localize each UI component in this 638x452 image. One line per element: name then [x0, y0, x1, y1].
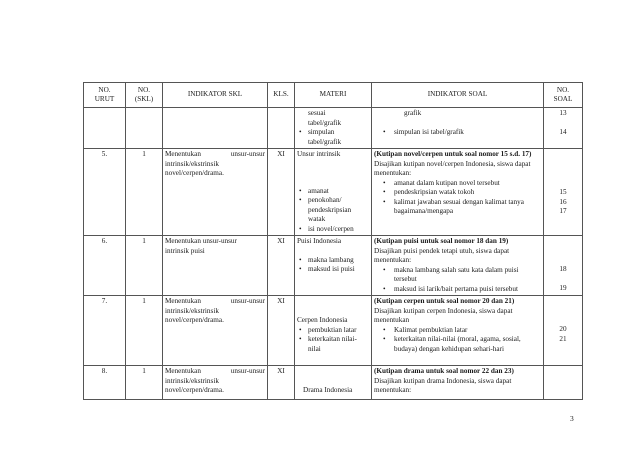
header-materi: MATERI [295, 83, 372, 108]
header-indikator-skl: INDIKATOR SKL [163, 83, 268, 108]
table-row: 5. 1 Menentukan unsur-unsur intrinsik/ekstrinsik novel/cerpen/drama. XI Unsur intrinsik • amanat • penokohan/ pendeskripsian watak • isi novel/cerpen (Kutipan novel/cerpen untuk soal nomor 15 s.d. 17) Disajikan kutipan novel/cerpen Indonesia, siswa dapat menentukan: • amanat dalam kutipan novel tersebut • pendeskripsian watak tokoh • kalimat jawaban sesuai dengan kalimat tanya bagaimana/mengapa 15 16 17 [84, 149, 583, 236]
materi-cell: Cerpen Indonesia • pembuktian latar • keterkaitan nilai-nilai [295, 296, 372, 366]
materi-cell: Unsur intrinsik • amanat • penokohan/ pendeskripsian watak • isi novel/cerpen [295, 149, 372, 236]
header-no-soal: NO. SOAL [544, 83, 583, 108]
no-soal-cell: 18 19 [544, 236, 583, 296]
list-item: • pembuktian latar [305, 326, 369, 336]
indikator-soal-cell: (Kutipan drama untuk soal nomor 22 dan 23) Disajikan kutipan drama Indonesia, siswa dapat menentukan: [372, 366, 544, 400]
header-no-skl: NO. (SKL) [126, 83, 163, 108]
indikator-skl-cell: Menentukan unsur-unsur intrinsik/ekstrinsik novel/cerpen/drama. [163, 149, 268, 236]
list-item: • keterkaitan nilai-nilai [305, 335, 369, 354]
no-soal-cell: 20 21 [544, 296, 583, 366]
indikator-skl-cell: Menentukan unsur-unsur intrinsik/ekstrinsik novel/cerpen/drama. [163, 366, 268, 400]
page-number: 3 [570, 414, 574, 423]
table-row [84, 108, 583, 149]
indikator-skl-cell: Menentukan unsur-unsur intrinsik puisi [163, 236, 268, 296]
header-no-urut: NO. URUT [84, 83, 126, 108]
indikator-soal-cell: (Kutipan puisi untuk soal nomor 18 dan 19) Disajikan puisi pendek tetapi utuh, siswa dapat menentukan: • makna lambang salah satu kata dalam puisi tersebut • maksud isi larik/bait pertama puisi tersebut [372, 236, 544, 296]
indikator-soal-cell: grafik • simpulan isi tabel/grafik [372, 108, 544, 149]
no-soal-cell: 15 16 17 [544, 149, 583, 236]
list-item: • keterkaitan nilai-nilai (moral, agama, sosial, budaya) dengan kehidupan sehari-hari [390, 335, 541, 354]
indikator-soal-cell: (Kutipan novel/cerpen untuk soal nomor 15 s.d. 17) Disajikan kutipan novel/cerpen Indonesia, siswa dapat menentukan: • amanat dalam kutipan novel tersebut • pendeskripsian watak tokoh • kalimat jawaban sesuai dengan kalimat tanya bagaimana/mengapa [372, 149, 544, 236]
list-item: • simpulan isi tabel/grafik [390, 128, 541, 138]
indikator-soal-cell: (Kutipan cerpen untuk soal nomor 20 dan 21) Disajikan kutipan cerpen Indonesia, siswa dapat menentukan • Kalimat pembuktian latar • keterkaitan nilai-nilai (moral, agama, sosial, budaya) dengan kehidupan sehari-hari [372, 296, 544, 366]
list-item: • maksud isi puisi [305, 265, 369, 275]
table-row: 8. 1 Menentukan unsur-unsur intrinsik/ekstrinsik novel/cerpen/drama. XI Drama Indonesia (Kutipan drama untuk soal nomor 22 dan 23) Disajikan kutipan drama Indonesia, siswa dapat menentukan: [84, 366, 583, 400]
table-row: 7. 1 Menentukan unsur-unsur intrinsik/ekstrinsik novel/cerpen/drama. XI Cerpen Indonesia • pembuktian latar • keterkaitan nilai-nilai (Kutipan cerpen untuk soal nomor 20 dan 21) Disajikan kutipan cerpen Indonesia, siswa dapat menentukan • Kalimat pembuktian latar • keterkaitan nilai-nilai (moral, agama, sosial, budaya) dengan kehidupan sehari-hari 20 21 [84, 296, 583, 366]
materi-cell: Drama Indonesia [295, 366, 372, 400]
no-soal-cell: 13 14 [544, 108, 583, 149]
header-row [84, 83, 583, 108]
list-item: • maksud isi larik/bait pertama puisi tersebut [390, 285, 541, 295]
list-item: • amanat dalam kutipan novel tersebut [390, 179, 541, 189]
list-item: • isi novel/cerpen [305, 225, 369, 235]
header-indikator-soal: INDIKATOR SOAL [372, 83, 544, 108]
list-item: • kalimat jawaban sesuai dengan kalimat tanya bagaimana/mengapa [390, 198, 541, 217]
indikator-skl-cell: Menentukan unsur-unsur intrinsik/ekstrinsik novel/cerpen/drama. [163, 296, 268, 366]
list-item: • Kalimat pembuktian latar [390, 326, 541, 336]
list-item: • makna lambang [305, 256, 369, 266]
table-row: 6. 1 Menentukan unsur-unsur intrinsik puisi XI Puisi Indonesia • makna lambang • maksud isi puisi (Kutipan puisi untuk soal nomor 18 dan 19) Disajikan puisi pendek tetapi utuh, siswa dapat menentukan: • makna lambang salah satu kata dalam puisi tersebut • maksud isi larik/bait pertama puisi tersebut 18 19 [84, 236, 583, 296]
list-item: • penokohan/ pendeskripsian watak [305, 196, 369, 225]
list-item: • simpulan tabel/grafik [305, 128, 369, 147]
header-kls: KLS. [268, 83, 295, 108]
materi-cell: Puisi Indonesia • makna lambang • maksud isi puisi [295, 236, 372, 296]
kisi-kisi-table [83, 82, 583, 400]
list-item: • pendeskripsian watak tokoh [390, 188, 541, 198]
list-item: • amanat [305, 187, 369, 197]
list-item: • makna lambang salah satu kata dalam puisi tersebut [390, 266, 541, 285]
materi-cell: sesuai tabel/grafik • simpulan tabel/grafik [295, 108, 372, 149]
